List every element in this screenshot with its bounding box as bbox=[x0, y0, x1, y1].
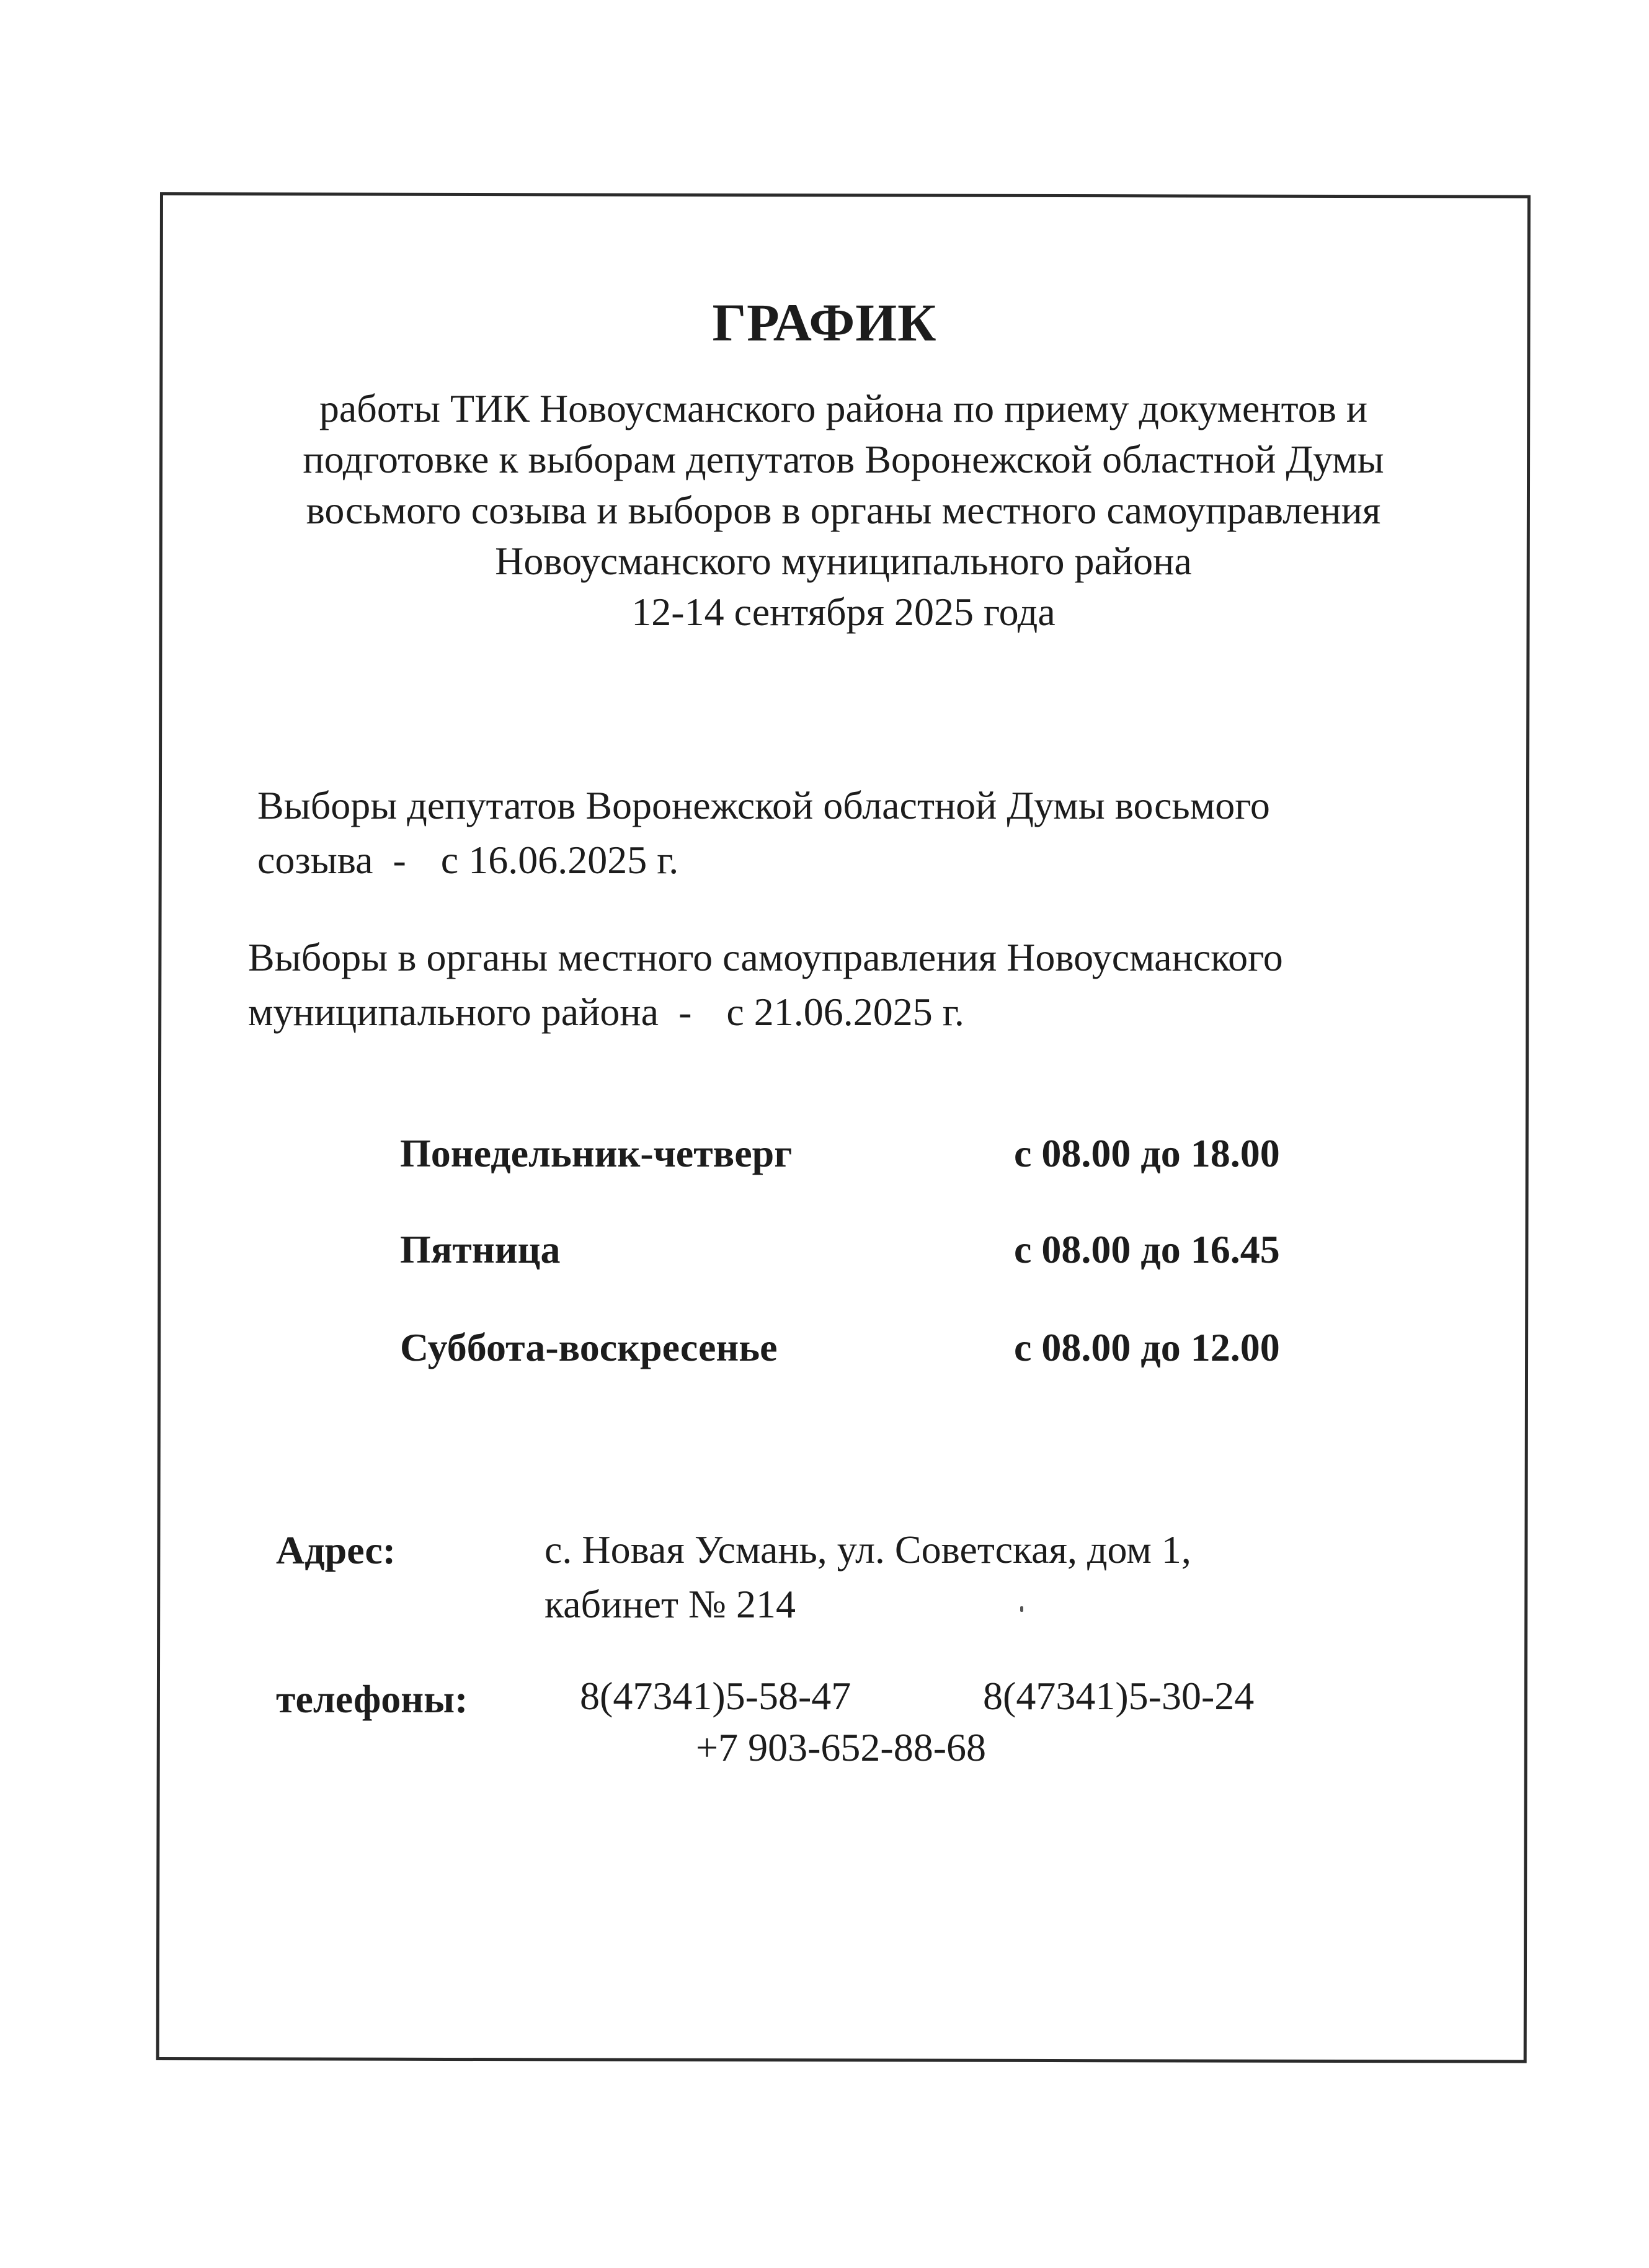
election-regional-duma bbox=[257, 778, 1270, 887]
election-start-date: с 21.06.2025 г. bbox=[726, 990, 964, 1034]
scan-speck bbox=[1020, 1606, 1023, 1612]
election-start-date: с 16.06.2025 г. bbox=[440, 838, 679, 882]
phone-number: 8(47341)5-30-24 bbox=[983, 1674, 1255, 1718]
election-period-prefix: созыва bbox=[257, 838, 373, 882]
address-line: с. Новая Усмань, ул. Советская, дом 1, bbox=[544, 1528, 1191, 1572]
schedule-days-friday: Пятница bbox=[400, 1227, 561, 1271]
schedule-hours-weekend: с 08.00 до 12.00 bbox=[1014, 1325, 1280, 1369]
election-period-dash: - bbox=[678, 990, 692, 1034]
subtitle-block bbox=[161, 383, 1526, 638]
page-title: ГРАФИК bbox=[712, 293, 937, 352]
election-period-prefix: муниципального района bbox=[248, 990, 659, 1034]
schedule-hours-friday: с 08.00 до 16.45 bbox=[1014, 1227, 1280, 1271]
subtitle-line: Новоусманского муниципального района bbox=[495, 539, 1192, 583]
address-value bbox=[544, 1523, 1191, 1632]
subtitle-date-line: 12-14 сентября 2025 года bbox=[631, 590, 1056, 634]
phones-label: телефоны: bbox=[276, 1677, 468, 1721]
address-line: кабинет № 214 bbox=[544, 1582, 796, 1626]
election-local-government bbox=[248, 930, 1283, 1039]
phone-number: 8(47341)5-58-47 bbox=[580, 1674, 851, 1718]
election-title-line: Выборы депутатов Воронежской областной Думы восьмого bbox=[257, 783, 1270, 827]
election-period-line bbox=[257, 833, 1270, 887]
subtitle-line: восьмого созыва и выборов в органы местного самоуправления bbox=[306, 488, 1381, 532]
subtitle-line: работы ТИК Новоусманского района по приему документов и bbox=[319, 386, 1368, 430]
election-period-line bbox=[248, 985, 1283, 1039]
election-title-line: Выборы в органы местного самоуправления Новоусманского bbox=[248, 935, 1283, 979]
schedule-days-weekend: Суббота-воскресенье bbox=[400, 1325, 778, 1369]
schedule-days-mon-thu: Понедельник-четверг bbox=[400, 1131, 793, 1175]
address-label: Адрес: bbox=[276, 1528, 396, 1572]
phone-number: +7 903-652-88-68 bbox=[696, 1725, 987, 1769]
subtitle-line: подготовке к выборам депутатов Воронежской областной Думы bbox=[303, 437, 1384, 481]
schedule-hours-mon-thu: с 08.00 до 18.00 bbox=[1014, 1131, 1280, 1175]
election-period-dash: - bbox=[393, 838, 406, 882]
